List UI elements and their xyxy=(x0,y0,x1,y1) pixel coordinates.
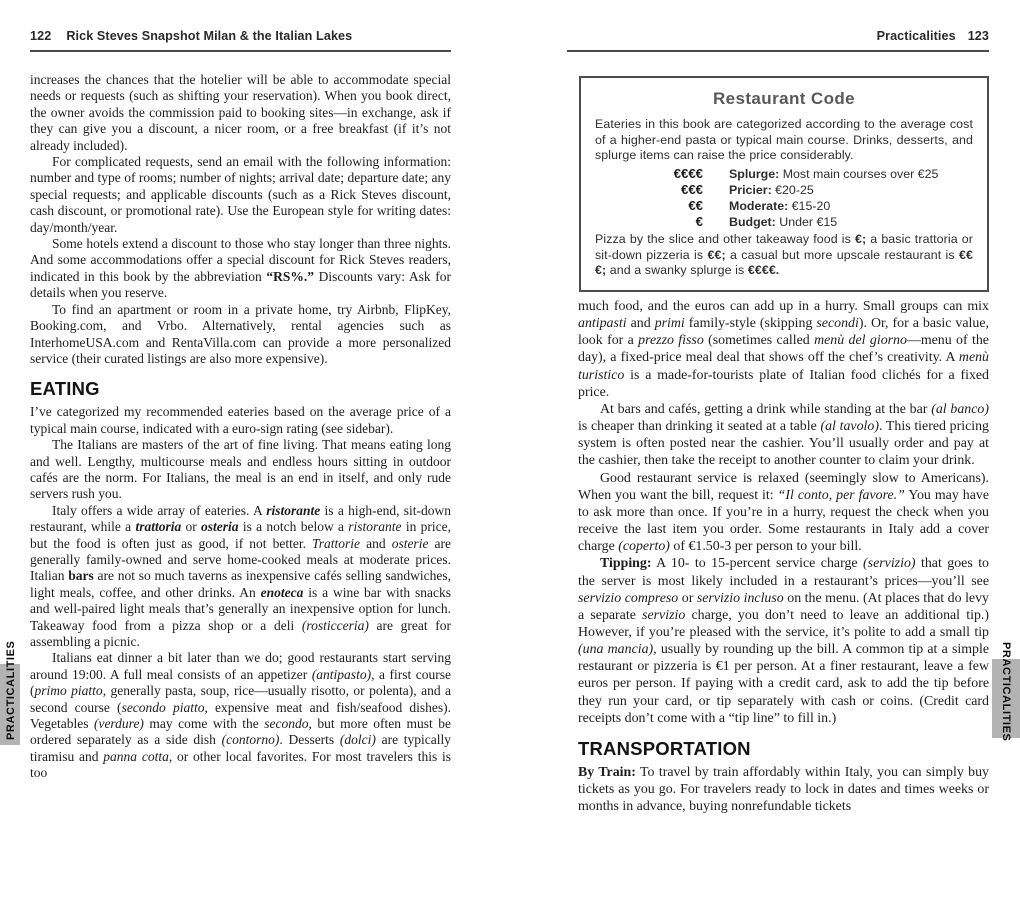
text-segment: may come with the xyxy=(143,716,265,732)
rating-row xyxy=(595,166,973,182)
text-segment: panna cotta xyxy=(103,748,169,764)
paragraph xyxy=(30,503,451,651)
text-segment: is a made-for-tourists plate of Italian food clichés for a fixed price. xyxy=(578,367,989,400)
text-segment: secondo piatto xyxy=(121,699,205,715)
text-segment: , but more often must be ordered separately as a side dish xyxy=(30,716,451,748)
text-segment: are typically tiramisu and xyxy=(30,732,452,764)
text-segment: bars xyxy=(68,568,94,584)
text-segment: menù del giorno xyxy=(814,333,907,349)
right-page-header xyxy=(567,29,989,43)
text-segment: ristorante xyxy=(266,502,321,518)
euro-rating-symbol: €€€ xyxy=(680,181,703,197)
text-segment: Good restaurant service is relaxed (seemingly slow to Americans). When you want the bill, request it: xyxy=(578,470,989,503)
text-segment: At bars and cafés, getting a drink while standing at the bar xyxy=(600,401,932,417)
text-segment: menù turistico xyxy=(578,350,989,383)
rating-description xyxy=(729,182,814,198)
text-segment: , a first course ( xyxy=(30,666,451,699)
text-segment: . This tiered pricing system is often posted near the cashier. You’ll usually order and pay at the cashier, then take the receipt to another counter to claim your drink. xyxy=(578,419,989,469)
section-heading: TRANSPORTATION xyxy=(578,737,751,759)
text-segment: a casual but more upscale restaurant is xyxy=(725,247,960,262)
text-segment: €; xyxy=(854,232,867,247)
rating-label: Budget: xyxy=(729,215,776,230)
text-segment: primo piatto xyxy=(34,683,103,699)
text-segment: servizio incluso xyxy=(696,590,784,606)
text-segment: To find an apartment or room in a private home, try Airbnb, FlipKey, Booking.com, and Vrbo. Alternatively, rental agencies such as InterhomeUSA.com and RentaVilla.com can provide a more personalized service (their curated listings are also more expensive). xyxy=(30,301,451,366)
price-ratings-list xyxy=(595,166,973,231)
paragraph xyxy=(578,555,989,727)
rating-row xyxy=(595,214,973,230)
left-header-rule xyxy=(30,50,451,52)
text-segment: ristorante xyxy=(348,519,402,535)
text-segment: Italy offers a wide array of eateries. A xyxy=(52,502,267,518)
text-segment: servizio compreso xyxy=(578,590,679,606)
text-segment: or xyxy=(181,519,202,535)
paragraph xyxy=(30,650,451,781)
text-segment: (antipasto) xyxy=(311,666,372,682)
text-segment: (servizio) xyxy=(863,556,916,572)
text-segment: is a wine bar with snacks and well-paired light meals that’s generally an inexpensive option for lunch. Takeaway food from a pizza shop or a deli xyxy=(30,584,451,633)
text-segment: much food, and the euros can add up in a hurry. Small groups can mix xyxy=(578,299,989,314)
text-segment: Italians eat dinner a bit later than we do; good restaurants start serving around 19:00. A full meal consists of an appetizer xyxy=(30,650,451,682)
rating-label: Pricier: xyxy=(729,182,772,197)
text-segment: Some hotels extend a discount to those who stay longer than three nights. And some accommodations offer a special discount for Rick Steves readers, indicated in this book by the abbreviation xyxy=(30,236,451,284)
text-segment: are not so much taverns as inexpensive cafés selling sandwiches, light meals, coffee, and other drinks. An xyxy=(30,568,451,600)
text-segment: are great for assembling a picnic. xyxy=(30,617,452,649)
text-segment: (verdure) xyxy=(93,716,144,732)
text-segment: Discounts vary: Ask for details when you reserve. xyxy=(30,268,451,301)
text-segment: (rosticceria) xyxy=(301,617,369,633)
rating-desc: €20-25 xyxy=(771,182,814,197)
text-segment: and xyxy=(360,535,392,551)
text-segment: is a high-end, sit-down restaurant, while a xyxy=(30,502,451,535)
text-segment: A 10- to 15-percent service charge xyxy=(651,556,864,572)
text-segment: that goes to the server is most likely included in a restaurant’s prices—you’ll see xyxy=(578,556,990,589)
practicalities-tab-left-label: PRACTICALITIES xyxy=(5,640,17,740)
text-segment: are generally family-owned and serve home-cooked meals at moderate prices. Italian xyxy=(30,535,451,584)
text-segment: on the menu. (At places that do levy a separate xyxy=(578,590,989,623)
text-segment: secondo xyxy=(264,716,309,732)
text-segment: Eateries in this book are categorized according to the average cost of a higher-end pasta or typical main course. Drinks, desserts, and splurge items can raise the price considerably. xyxy=(595,117,973,162)
rating-description xyxy=(729,198,830,214)
text-segment: prezzo fisso xyxy=(638,333,704,349)
text-segment: enoteca xyxy=(260,584,304,600)
paragraph xyxy=(30,437,451,503)
text-segment: “Il conto, per favore.” xyxy=(777,487,905,503)
rating-desc: €15-20 xyxy=(788,198,831,213)
text-segment: I’ve categorized my recommended eateries based on the average price of a typical main course, indicated with a euro-sign rating (see sidebar). xyxy=(30,404,451,436)
text-segment: (contorno) xyxy=(221,732,280,748)
text-segment: and a swanky splurge is xyxy=(606,263,748,278)
text-segment: For complicated requests, send an email with the following information: number and type of rooms; number of nights; arrival date; departure date; any special requests; and applicable discounts (such as a Rick Steves discount, cash discount, or promotional rate). Use the European style for writing dates: day/month/year. xyxy=(30,154,451,235)
text-segment: of €1.50-3 per person to your bill. xyxy=(669,539,862,555)
paragraph xyxy=(578,764,989,815)
text-segment: (coperto) xyxy=(618,539,670,555)
right-page-header-title: Practicalities xyxy=(876,29,956,43)
right-header-rule xyxy=(567,50,989,52)
text-segment: , usually by rounding up the bill. A common tip at a simple restaurant or pizzeria is €1 per person. At a finer restaurant, leave a few euros per person. If paying with a credit card, ask to add the tip before they run your card, or tip separately with cash or coins. (Credit card receipts don’t come with a “tip line” to fill in.) xyxy=(578,642,989,726)
euro-rating-symbol: €€€€ xyxy=(673,165,703,181)
left-page-header xyxy=(30,29,451,43)
text-segment: secondi xyxy=(816,316,859,332)
text-segment: €€€; xyxy=(595,247,973,278)
paragraph xyxy=(578,470,989,556)
text-segment: Trattorie xyxy=(312,535,361,551)
paragraph xyxy=(30,302,451,368)
text-segment: and xyxy=(626,316,655,332)
text-segment: trattoria xyxy=(135,519,182,535)
practicalities-tab-right-label: PRACTICALITIES xyxy=(1000,642,1012,742)
left-page-number: 122 xyxy=(30,29,52,43)
left-page-text-column xyxy=(30,72,451,782)
text-segment: or xyxy=(678,590,697,606)
text-segment: is a notch below a xyxy=(238,519,349,535)
rating-label: Moderate: xyxy=(729,198,789,213)
rating-desc: Most main courses over €25 xyxy=(779,166,939,181)
text-segment: (al banco) xyxy=(931,401,989,417)
text-segment: —menu of the day), a fixed-price meal deal that shows off the chef’s creativity. A xyxy=(578,333,989,366)
rating-row xyxy=(595,198,973,214)
restaurant-code-box xyxy=(579,76,989,292)
text-segment: By Train: xyxy=(578,764,636,780)
paragraph xyxy=(30,404,451,437)
left-page-header-title: Rick Steves Snapshot Milan & the Italian Lakes xyxy=(66,29,353,43)
text-segment: You may have to ask more than once. If you’re in a hurry, request the check when you receive the last item you order. Some restaurants in Italy add a cover charge xyxy=(578,487,989,555)
text-segment: (al tavolo) xyxy=(820,419,879,435)
text-segment: family-style (skipping xyxy=(684,316,817,332)
text-segment: increases the chances that the hotelier will be able to accommodate special needs or requests (such as shifting your reservation). When you book direct, the owner avoids the commission paid to booking sites—in exchange, ask if they can give you a discount, a nicer room, or a free breakfast (if it’s not already included). xyxy=(30,72,451,153)
text-segment: charge, you don’t need to leave an additional tip.) However, if you’re pleased with the service, it’s polite to add a small tip xyxy=(578,607,989,640)
text-segment: €€€€. xyxy=(747,263,780,278)
text-segment: , generally pasta, soup, rice—usually risotto, or polenta), and a second course ( xyxy=(30,683,451,715)
restaurant-code-intro xyxy=(595,117,973,164)
text-segment: Tipping: xyxy=(600,556,652,572)
rating-desc: Under €15 xyxy=(775,215,838,230)
rating-description xyxy=(729,214,837,230)
rating-label: Splurge: xyxy=(729,166,780,181)
text-segment: “RS%.” xyxy=(266,268,314,284)
text-segment: To travel by train affordably within Italy, you can simply buy tickets as you go. For travelers ready to lock in dates and times weeks or months in advance, buying nonrefundable tickets xyxy=(578,764,989,815)
text-segment: (sometimes called xyxy=(703,333,815,349)
paragraph xyxy=(30,236,451,302)
text-segment: ). Or, for a basic value, look for a xyxy=(578,316,989,349)
paragraph xyxy=(578,298,989,401)
text-segment: , or other local favorites. For most travelers this is too xyxy=(30,748,451,781)
text-segment: Pizza by the slice and other takeaway food is xyxy=(595,232,855,247)
text-segment: in price, but the food is often just as good, if not better. xyxy=(30,519,451,551)
text-segment: (una mancia) xyxy=(578,642,654,658)
text-segment: servizio xyxy=(642,607,686,623)
text-segment: The Italians are masters of the art of fine living. That means eating long and well. Lengthy, multicourse meals and endless hours sitting in outdoor cafés are the norm. For Italians, the meal is an end in itself, and only rude servers rush you. xyxy=(30,437,451,502)
restaurant-code-title: Restaurant Code xyxy=(712,89,856,108)
text-segment: osteria xyxy=(201,519,239,535)
text-segment: primi xyxy=(654,316,685,332)
paragraph xyxy=(578,401,989,470)
euro-rating-symbol: € xyxy=(695,214,703,230)
paragraph xyxy=(30,154,451,236)
euro-rating-symbol: €€ xyxy=(688,197,703,213)
text-segment: is cheaper than drinking it seated at a table xyxy=(578,419,821,435)
section-heading: EATING xyxy=(30,378,100,400)
text-segment: €€; xyxy=(707,247,726,262)
right-page-number: 123 xyxy=(967,29,989,43)
rating-row xyxy=(595,182,973,198)
text-segment: , expensive meat and fish/seafood dishes). Vegetables xyxy=(30,699,452,732)
restaurant-code-outro xyxy=(595,232,973,279)
paragraph xyxy=(30,72,451,154)
text-segment: . Desserts xyxy=(279,732,340,748)
text-segment: a basic trattoria or sit-down pizzeria is xyxy=(595,232,973,262)
rating-description xyxy=(729,166,938,182)
right-page-text-column xyxy=(578,298,989,815)
text-segment: (dolci) xyxy=(339,732,376,748)
text-segment: osterie xyxy=(391,535,429,551)
text-segment: antipasti xyxy=(578,316,627,332)
